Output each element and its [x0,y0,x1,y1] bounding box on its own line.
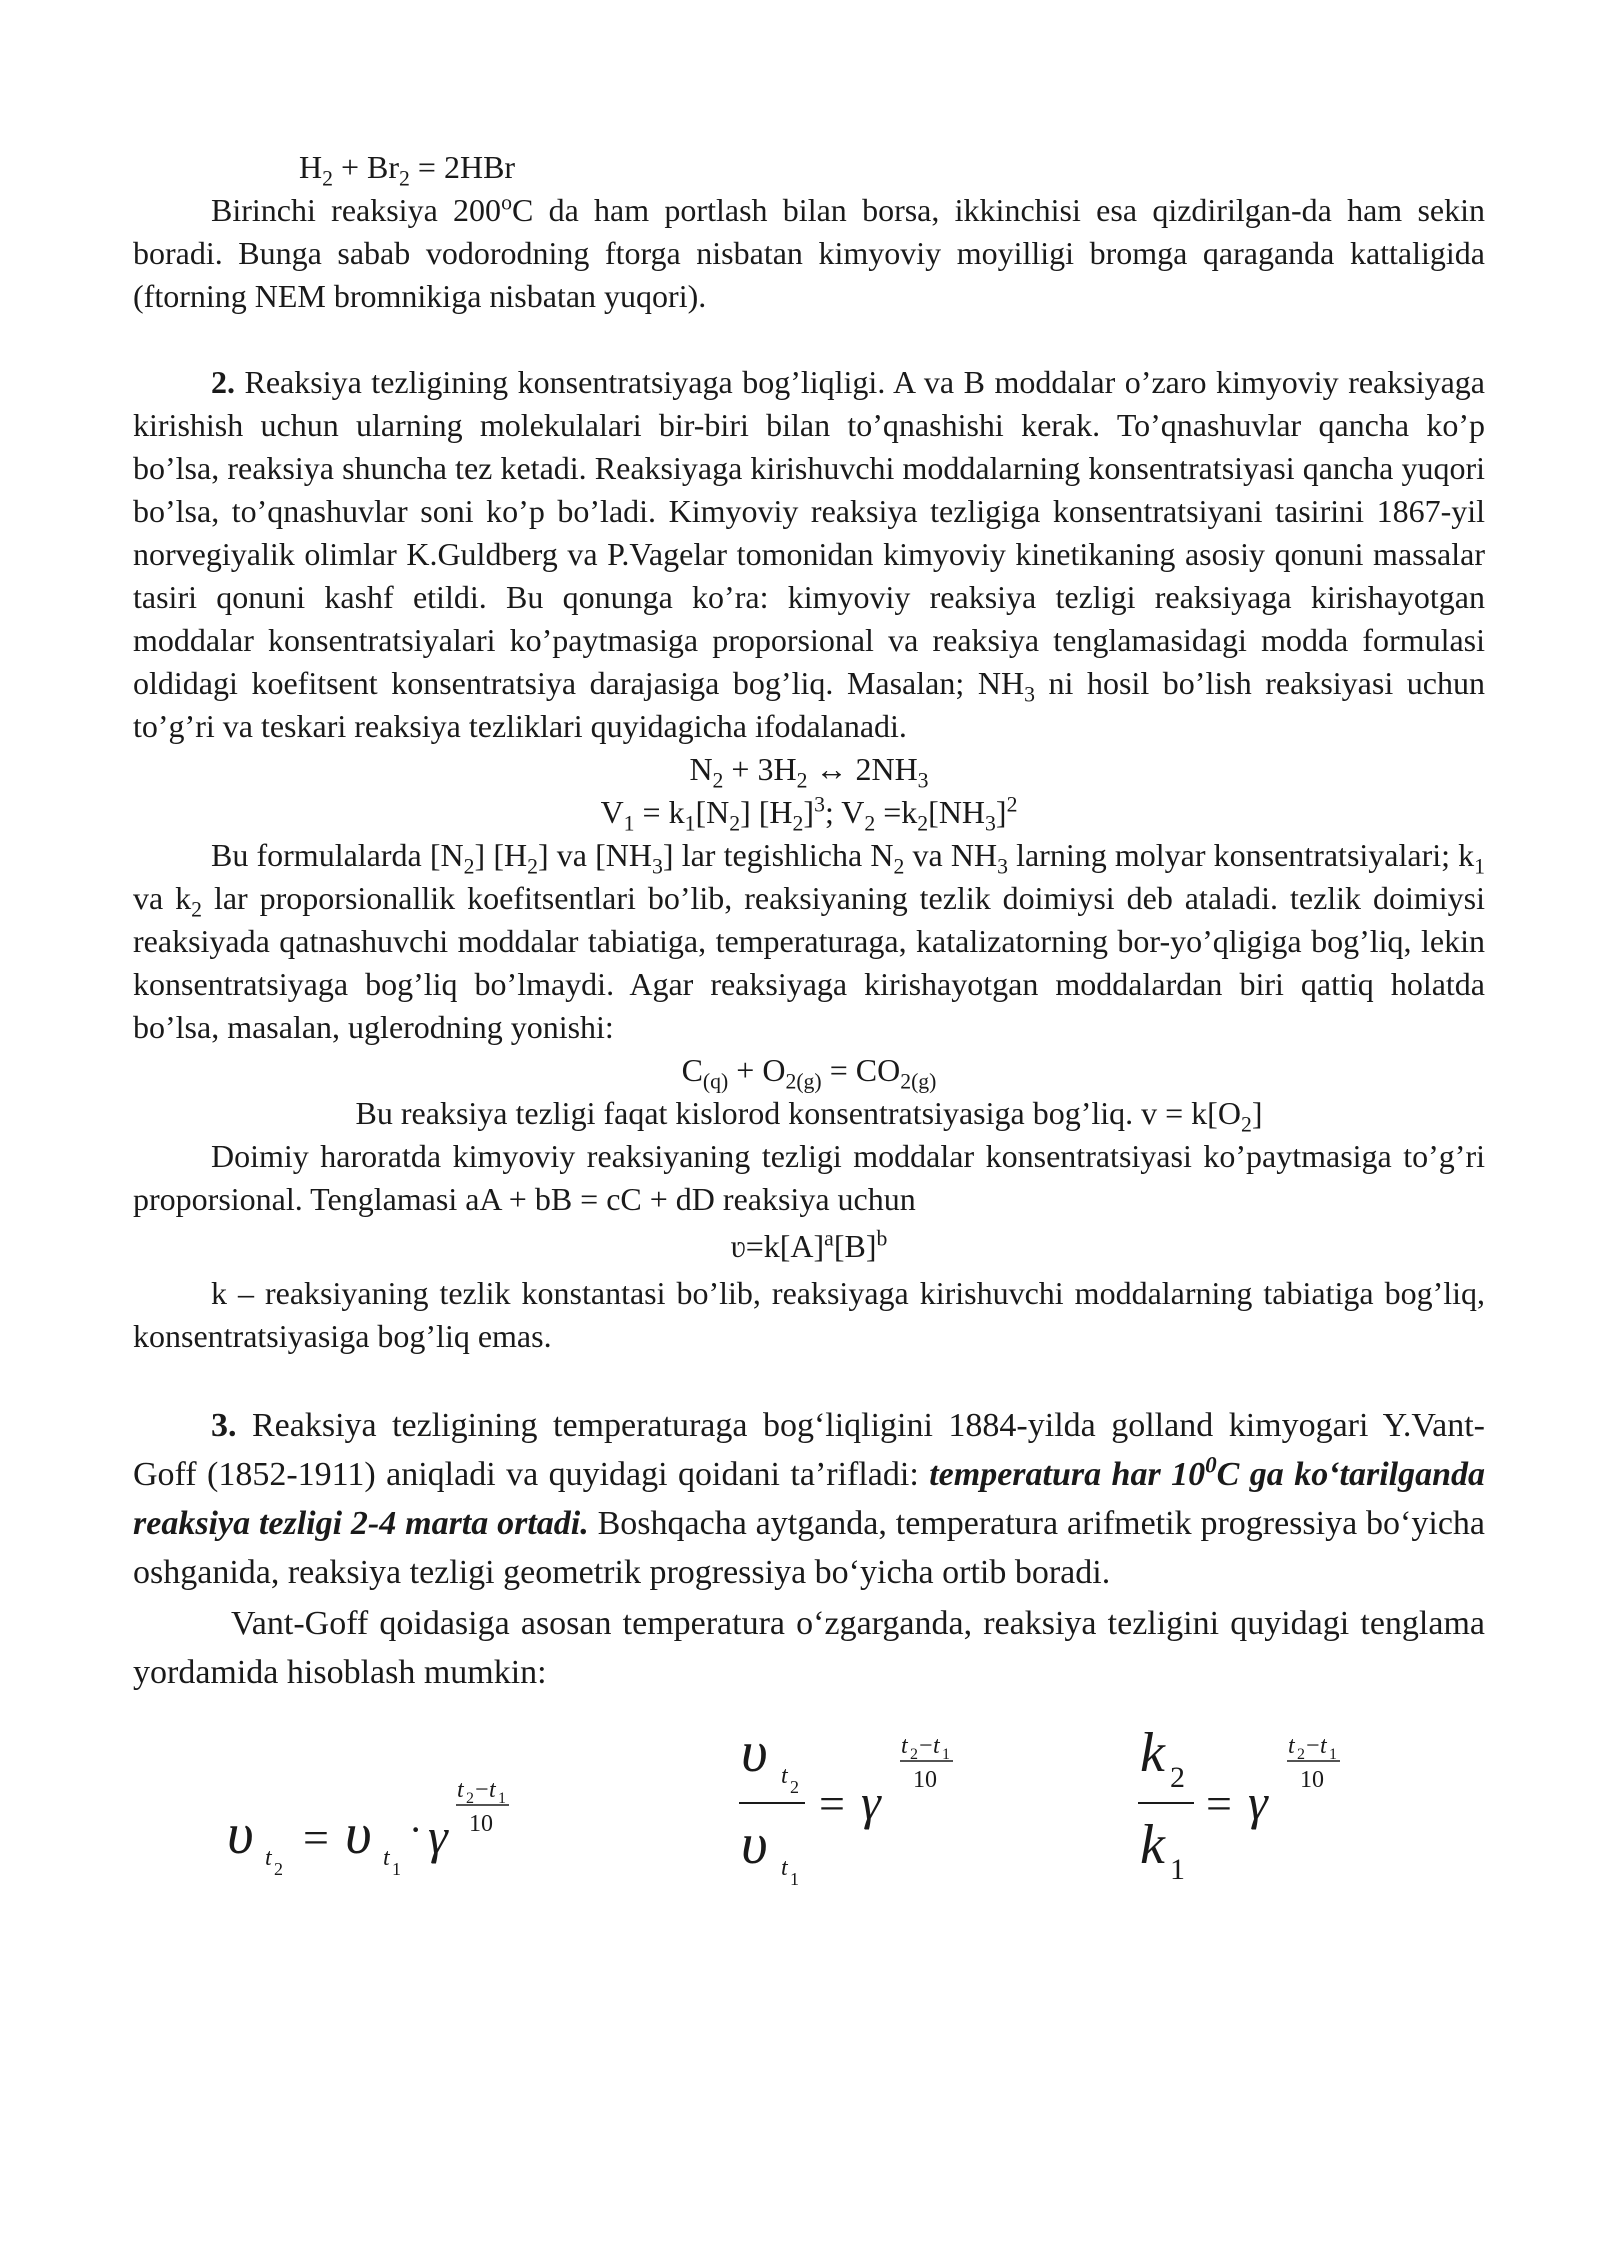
svg-text:1: 1 [1329,1746,1337,1763]
svg-text:k: k [1140,1814,1165,1876]
svg-text:t: t [781,1763,788,1789]
svg-text:=: = [1206,1778,1232,1829]
paragraph-formulas-explanation: Bu formulalarda $[N_2]$ $[H_2]$ va $[NH_3]$ lar tegishlicha $N_2$ va $NH_3$ larning molyar konsentratsiyalari; $k_1$ va $k_2$ lar proporsionallik koefitsentlari bo’lib, reaksiyaning tezlik doimiysi deb ataladi. tezlik doimiysi reaksiyada qatnashuvchi moddalar tabiatiga, temperaturaga, katalizatorning bor-yo’qligiga bog’liq, lekin konsentratsiyaga bog’liq bo’lmaydi. Agar reaksiyaga kirishayotgan moddalardan biri qattiq holatda bo’lsa, masalan, uglerodning yonishi: [133,837,1486,1045]
svg-text:t: t [457,1777,464,1803]
equation-nh3-synthesis: $N_2 + 3H_2$ ↔ $2NH_3$ [689,751,929,793]
svg-text:γ: γ [428,1808,448,1864]
svg-text:1: 1 [790,1869,799,1889]
svg-text:2: 2 [1170,1761,1185,1794]
svg-text:2: 2 [910,1746,918,1763]
svg-text:10: 10 [469,1811,493,1837]
section-3-number: 3. [211,1407,237,1444]
paragraph-constant-temperature: Doimiy haroratda kimyoviy reaksiyaning tezligi moddalar konsentratsiyasi ko’paytmasiga to’g’ri proporsional. Tenglamasi aA + bB = cC + dD reaksiya uchun [133,1138,1485,1217]
svg-text:2: 2 [1297,1746,1305,1763]
section-2-paragraph: 2. Reaksiya tezligining konsentratsiyaga bog’liqligi. A va B moddalar o’zaro kimyoviy reaksiyaga kirishish uchun ularning molekulalari bir-biri bilan to’qnashishi kerak. To’qnashuvlar qancha ko’p bo’lsa, reaksiya shuncha tez ketadi. Reaksiyaga kirishuvchi moddalarning konsentratsiyasi qancha yuqori bo’lsa, to’qnashuvlar soni ko’p bo’ladi. Kimyoviy reaksiya tezligiga konsentratsiyani tasirini 1867-yil norvegiyalik olimlar K.Guldberg va P.Vagelar tomonidan kimyoviy kinetikaning asosiy qonuni massalar tasiri qonuni kashf etildi. Bu qonunga ko’ra: kimyoviy reaksiya tezligi reaksiyaga kirishayotgan moddalar konsentratsiyalari ko’paytmasiga proporsional va reaksiya tenglamasidagi modda formulasi oldidagi koefitsent konsentratsiya darajasiga bog’liq. Masalan; $NH_3$ ni hosil bo’lish reaksiyasi uchun to’g’ri va teskari reaksiya tezliklari quyidagicha ifodalanadi. [133,364,1486,744]
svg-text:t: t [781,1855,788,1881]
svg-text:2: 2 [274,1859,283,1879]
svg-text:υ: υ [741,1811,768,1876]
svg-text:t: t [1288,1733,1295,1759]
svg-text:10: 10 [1300,1767,1324,1793]
equation-rates: $V_1 = k_1[N_2]$ $[H_2]^3$; $V_2 =k_2[NH_3]^2$ [600,792,1018,836]
svg-text:1: 1 [942,1746,950,1763]
svg-text:t: t [933,1733,940,1759]
svg-text:−: − [475,1777,489,1803]
svg-text:t: t [265,1845,272,1871]
section-3-paragraph: 3. Reaksiya tezligining temperaturaga bog‘liqligini 1884-yilda golland kimyogari Y.Vant-Goff (1852-1911) aniqladi va quyidagi qoidani ta’rifladi: temperatura har $10^0C$ ga ko‘tarilganda reaksiya tezligi 2-4 marta ortadi. Boshqacha aytganda, temperatura arifmetik progressiya bo‘yicha oshganida, reaksiya tezligi geometrik progressiya bo‘yicha ortib boradi. [133,1407,1485,1591]
svg-text:2: 2 [466,1790,474,1807]
formula-rate-ratio-product [225,1703,525,1903]
equation-h2-br2: $H_2 + Br_2 = 2HBr$ [299,149,516,191]
svg-text:t: t [901,1733,908,1759]
line-oxygen-rate: Bu reaksiya tezligi faqat kislorod konsentratsiyasiga bog’liq. $v = k[O_2]$ [355,1095,1263,1137]
formula-rate-constant-ratio [1130,1703,1390,1903]
svg-text:υ: υ [227,1801,254,1866]
svg-text:=: = [819,1778,845,1829]
svg-text:−: − [919,1733,933,1759]
paragraph-reaction-comparison: Birinchi reaksiya 200$^o$C da ham portlash bilan borsa, ikkinchisi esa qizdirilgan-da ham sekin boradi. Bunga sabab vodorodning ftorga nisbatan kimyoviy moyilligi bromga qaraganda kattaligida (ftorning NEM bromnikiga nisbatan yuqori). [133,190,1486,314]
svg-text:k: k [1140,1722,1165,1784]
formula-rate-ratio-fraction [731,1703,991,1903]
svg-text:t: t [489,1777,496,1803]
svg-text:γ: γ [1248,1774,1268,1830]
svg-text:υ: υ [741,1719,768,1784]
svg-text:t: t [1320,1733,1327,1759]
paragraph-vant-goff-intro: Vant-Goff qoidasiga asosan temperatura o‘zgarganda, reaksiya tezligini quyidagi tenglama yordamida hisoblash mumkin: [133,1605,1485,1691]
svg-text:·: · [409,1807,423,1852]
equation-rate-law: $ʋ=k[A]^a[B]^b$ [730,1226,888,1264]
equation-carbon-combustion: $C_{(q)} + O_{2(g)} = CO_{2(g)}$ [681,1052,937,1094]
paragraph-rate-constant: k – reaksiyaning tezlik konstantasi bo’lib, reaksiyaga kirishuvchi moddalarning tabiatiga bog’liq, konsentratsiyasiga bog’liq emas. [133,1275,1485,1354]
document-page [133,146,1485,1903]
svg-text:10: 10 [913,1767,937,1793]
svg-text:1: 1 [392,1859,401,1879]
svg-text:=: = [303,1812,329,1863]
svg-text:2: 2 [790,1777,799,1797]
svg-text:1: 1 [498,1790,506,1807]
svg-text:υ: υ [345,1801,372,1866]
svg-text:1: 1 [1170,1853,1185,1886]
svg-text:γ: γ [861,1774,881,1830]
section-2-number: 2. [211,364,235,400]
svg-text:−: − [1306,1733,1320,1759]
vant-goff-rule: temperatura har $10^0C$ ga ko‘tarilganda reaksiya tezligi 2-4 marta ortadi. [133,1452,1485,1542]
vant-goff-formulas [133,1703,1485,1903]
svg-text:t: t [383,1845,390,1871]
